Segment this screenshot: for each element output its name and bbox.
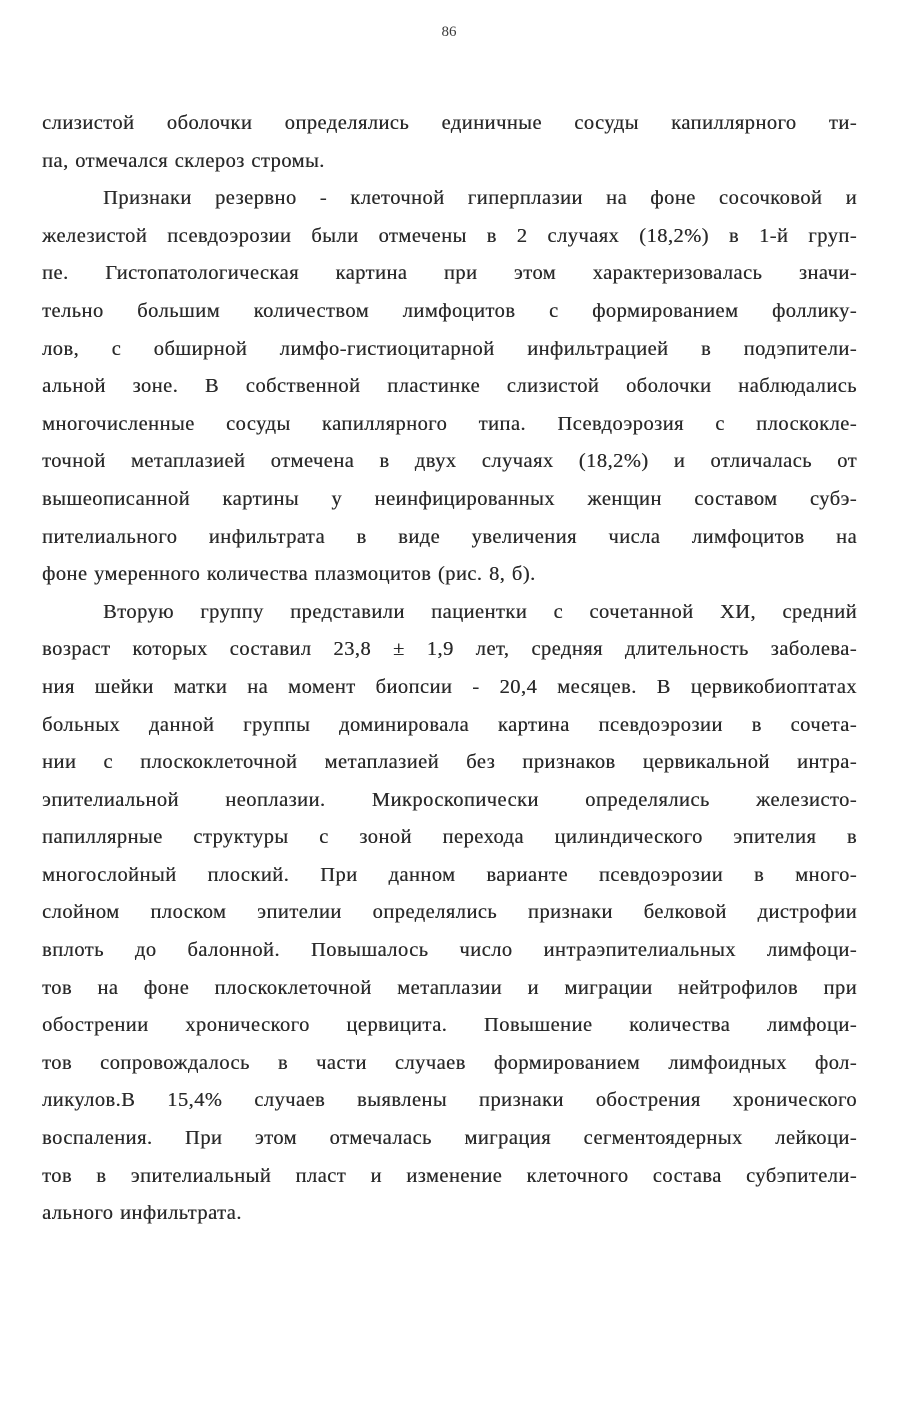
text-line: ального инфильтрата. [42,1202,242,1225]
text-line: фоне умеренного количества плазмоцитов (рис. 8, б). [42,563,536,586]
text-line: тов в эпителиальный пласт и изменение клеточного состава субэпители- [42,1164,857,1187]
text-line: лов, с обширной лимфо-гистиоцитарной инфильтрацией в подэпители- [42,337,857,360]
text-line: ликулов.В 15,4% случаев выявлены признаки обострения хронического [42,1089,857,1112]
text-line: тельно большим количеством лимфоцитов с формированием фоллику- [42,299,857,322]
text-line: слойном плоском эпителии определялись признаки белковой дистрофии [42,901,857,924]
text-line: ния шейки матки на момент биопсии - 20,4 месяцев. В цервикобиоптатах [42,675,857,698]
text-line: тов на фоне плоскоклеточной метаплазии и миграции нейтрофилов при [42,976,857,999]
text-line: железистой псевдоэрозии были отмечены в 2 случаях (18,2%) в 1-й груп- [42,224,857,247]
text-line: вплоть до балонной. Повышалось число интраэпителиальных лимфоци- [42,939,857,962]
text-line: Вторую группу представили пациентки с сочетанной ХИ, средний [103,600,857,623]
text-line: пе. Гистопатологическая картина при этом характеризовалась значи- [42,262,857,285]
text-line: тов сопровождалось в части случаев формированием лимфоидных фол- [42,1051,857,1074]
text-line: альной зоне. В собственной пластинке слизистой оболочки наблюдались [42,375,857,398]
text-line: обострении хронического цервицита. Повышение количества лимфоци- [42,1014,857,1037]
text-line: точной метаплазией отмечена в двух случаях (18,2%) и отличалась от [42,450,857,473]
text-line: слизистой оболочки определялись единичные сосуды капиллярного ти- [42,112,857,134]
page-number: 86 [441,24,457,40]
text-line: эпителиальной неоплазии. Микроскопически определялись железисто- [42,788,857,811]
text-line: многочисленные сосуды капиллярного типа. Псевдоэрозия с плоскокле- [42,412,857,435]
text-line: папиллярные структуры с зоной перехода цилиндического эпителия в [42,826,857,849]
text-line: па, отмечался склероз стромы. [42,149,325,172]
text-line: пителиального инфильтрата в виде увеличения числа лимфоцитов на [42,525,857,548]
text-line: воспаления. При этом отмечалась миграция сегментоядерных лейкоци- [42,1127,857,1150]
text-line: нии с плоскоклеточной метаплазией без признаков цервикальной интра- [42,751,857,774]
text-line: многослойный плоский. При данном варианте псевдоэрозии в много- [42,863,857,886]
text-line: возраст которых составил 23,8 ± 1,9 лет, средняя длительность заболева- [42,638,857,661]
document-body [42,108,857,1236]
text-line: больных данной группы доминировала картина псевдоэрозии в сочета- [42,713,857,736]
text-line: Признаки резервно - клеточной гиперплазии на фоне сосочковой и [103,187,857,210]
text-line: вышеописанной картины у неинфицированных женщин составом субэ- [42,487,857,510]
